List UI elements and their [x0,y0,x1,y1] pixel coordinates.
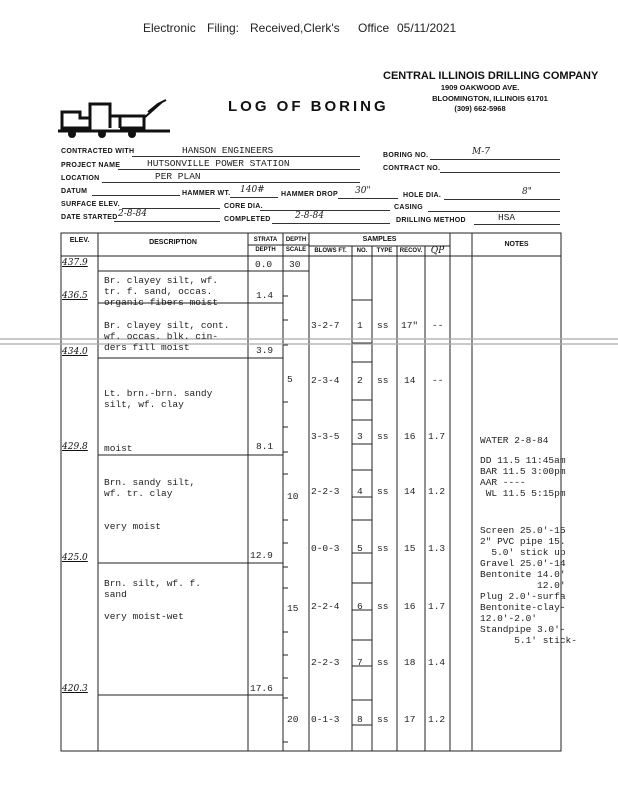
sample-blows: 0-0-3 [311,543,340,554]
company-phone: (309) 662-5968 [454,104,506,113]
header-strata: STRATA [253,237,278,243]
sample-qp: 1.7 [428,601,446,612]
sample-recov: 17" [401,320,419,331]
contracted-with-value: HANSON ENGINEERS [182,145,274,156]
stratum-description: Brn. silt, wf. f. sand very moist-wet [104,578,201,622]
stratum-description: Brn. sandy silt, wf. tr. clay very moist [104,477,196,532]
top-elev: 437.9 [62,258,88,268]
sample-qp: -- [432,375,444,386]
top-scale: 30 [289,259,301,270]
sample-no: 3 [357,431,363,442]
stratum-depth: 12.9 [250,550,273,561]
core-dia-label: CORE DIA. [224,203,263,210]
header-blows: BLOWS FT. [314,248,347,254]
sample-no: 5 [357,543,363,554]
top-depth: 0.0 [255,259,273,270]
page-title: LOG OF BORING [228,98,389,115]
stratum-depth: 3.9 [256,345,274,356]
stratum-elev: 436.5 [62,291,88,301]
location-value: PER PLAN [155,171,201,182]
sample-type: ss [377,657,389,668]
sample-no: 1 [357,320,363,331]
contract-no-label: CONTRACT NO. [383,165,441,172]
contracted-with-label: CONTRACTED WITH [61,148,135,155]
completed-value: 2-8-84 [295,211,324,221]
sample-type: ss [377,486,389,497]
company-name: CENTRAL ILLINOIS DRILLING COMPANY [383,70,599,82]
efiling-received: Received,Clerk's [250,21,340,35]
sample-type: ss [377,431,389,442]
notes-well-construction: Screen 25.0'-15 2" PVC pipe 15. 5.0' stick up Gravel 25.0'-14 Bentonite 14.0' 12.0' Plug 2.0'-surfa Bentonite-clay- 12.0'-2.0' Standpipe 3.0'- 5.1' stick- [480,525,577,646]
sample-recov: 16 [404,431,416,442]
sample-type: ss [377,375,389,386]
header-qp: QP [430,246,445,256]
sample-type: ss [377,601,389,612]
sample-recov: 16 [404,601,416,612]
sample-recov: 14 [404,486,416,497]
sample-recov: 15 [404,543,416,554]
header-samples: SAMPLES [362,236,397,243]
project-name-value: HUTSONVILLE POWER STATION [147,158,290,169]
drilling-method-label: DRILLING METHOD [396,217,466,224]
project-name-label: PROJECT NAME [61,162,121,169]
stratum-elev: 434.0 [62,347,88,357]
boring-no-value: M-7 [472,147,490,157]
sample-qp: -- [432,320,444,331]
sample-qp: 1.3 [428,543,446,554]
hammer-drop-label: HAMMER DROP [281,191,338,198]
sample-qp: 1.2 [428,714,446,725]
sample-qp: 1.7 [428,431,446,442]
sample-blows: 2-2-3 [311,486,340,497]
hammer-wt-label: HAMMER WT. [182,190,231,197]
scale-mark-5: 5 [287,374,293,385]
header-notes: NOTES [504,241,529,248]
surface-elev-label: SURFACE ELEV. [61,201,120,208]
hammer-drop-value: 30" [355,186,371,196]
header-elev: ELEV. [69,237,90,244]
stratum-depth: 17.6 [250,683,273,694]
efiling-office: Office [358,21,390,35]
date-started-label: DATE STARTED [61,214,118,221]
company-address1: 1909 OAKWOOD AVE. [440,83,520,92]
sample-no: 6 [357,601,363,612]
header-scale: SCALE [285,247,307,253]
hole-dia-label: HOLE DIA. [403,192,442,199]
efiling-filing: Filing: [207,21,240,35]
sample-qp: 1.4 [428,657,446,668]
sample-no: 4 [357,486,363,497]
sample-recov: 17 [404,714,416,725]
sample-blows: 2-2-4 [311,601,340,612]
sample-blows: 3-3-5 [311,431,340,442]
boring-no-label: BORING NO. [383,152,429,159]
sample-no: 2 [357,375,363,386]
sample-recov: 18 [404,657,416,668]
efiling-electronic: Electronic [143,21,196,35]
stratum-elev: 429.8 [62,442,88,452]
stratum-elev: 420.3 [62,684,88,694]
stratum-depth: 1.4 [256,290,274,301]
sample-blows: 3-2-7 [311,320,340,331]
header-description: DESCRIPTION [149,239,197,246]
sample-recov: 14 [404,375,416,386]
stratum-description: Lt. brn.-brn. sandy silt, wf. clay moist [104,388,213,454]
sample-no: 8 [357,714,363,725]
sample-type: ss [377,714,389,725]
casing-label: CASING [394,204,424,211]
stratum-depth: 8.1 [256,441,274,452]
header-depth2: DEPTH [255,247,276,253]
hole-dia-value: 8" [522,187,532,197]
scale-mark-15: 15 [287,603,299,614]
drilling-method-value: HSA [498,212,516,223]
stratum-description: Br. clayey silt, wf. tr. f. sand, occas. organic fibers moist [104,275,219,308]
location-label: LOCATION [61,175,100,182]
sample-no: 7 [357,657,363,668]
notes-water-levels: DD 11.5 11:45am BAR 11.5 3:00pm AAR ---- WL 11.5 5:15pm [480,455,566,499]
scale-mark-20: 20 [287,714,299,725]
sample-blows: 2-3-4 [311,375,340,386]
sample-type: ss [377,543,389,554]
notes-water: WATER 2-8-84 [480,435,549,446]
header-depth: DEPTH [285,237,307,243]
date-started-value: 2-8-84 [118,209,147,219]
sample-type: ss [377,320,389,331]
company-address2: BLOOMINGTON, ILLINOIS 61701 [432,94,548,103]
datum-label: DATUM [61,188,88,195]
efiling-date: 05/11/2021 [397,21,457,35]
sample-blows: 2-2-3 [311,657,340,668]
header-recov: RECOV. [399,248,423,254]
header-type: TYPE [376,248,393,254]
header-no: NO. [356,248,368,254]
scale-mark-10: 10 [287,491,299,502]
hammer-wt-value: 140# [240,185,265,195]
completed-label: COMPLETED [224,216,271,223]
stratum-description: Br. clayey silt, cont. wf. occas. blk. cin- ders fill moist [104,320,230,353]
sample-qp: 1.2 [428,486,446,497]
stratum-elev: 425.0 [62,553,88,563]
sample-blows: 0-1-3 [311,714,340,725]
